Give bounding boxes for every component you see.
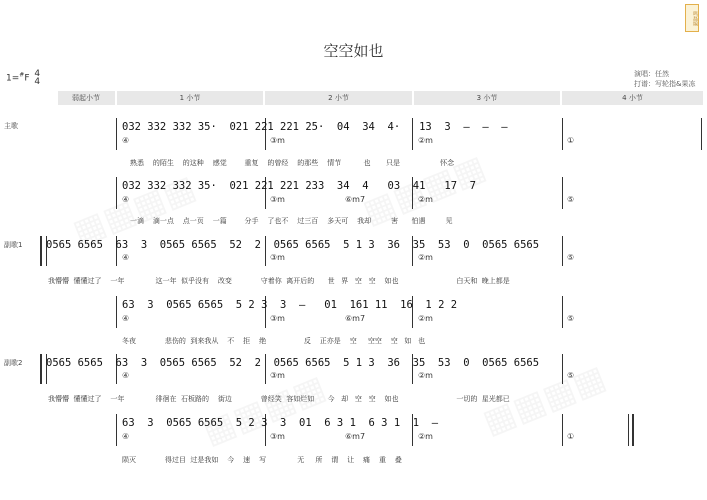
chord-symbol: ④ <box>122 432 130 441</box>
ts-bottom: 4 <box>34 77 41 87</box>
chord-symbol: ④ <box>122 253 130 262</box>
notation-line: 032 332 332 35· 021 221 221 25· 04 34 4· 13 3 — — — <box>122 121 508 133</box>
section-label-verse: 主歌 <box>4 122 18 130</box>
chord-symbol: ②m <box>418 432 433 441</box>
notation-line: 032 332 332 35· 021 221 221 233 34 4 03 41 17 7 <box>122 180 477 192</box>
section-label-chorus2: 副歌2 <box>4 359 23 367</box>
barline <box>116 177 117 209</box>
barline <box>562 118 563 150</box>
chord-symbol: ⑥m7 <box>345 314 366 323</box>
chord-symbol: ⑤ <box>567 314 575 323</box>
key-signature <box>6 70 40 86</box>
key-note: F <box>24 73 30 84</box>
notation-line: 63 3 0565 6565 5 2 3 3 — 01 161 11 16 1 2 2 <box>122 299 458 311</box>
chord-symbol: ⑤ <box>567 195 575 204</box>
notation-line: 0565 6565 63 3 0565 6565 52 2 0565 6565 5 1 3 36 35 53 0 0565 6565 <box>46 357 540 369</box>
chord-symbol: ④ <box>122 371 130 380</box>
bar-header-1: 1 小节 <box>179 94 201 102</box>
chord-symbol: ⑤ <box>567 371 575 380</box>
credits <box>634 69 695 89</box>
barline <box>562 177 563 209</box>
barline <box>116 118 117 150</box>
singer-credit: 演唱：任然 <box>634 70 669 78</box>
lyrics-line: 我懵懵 懂懂过了 一年 这一年 似乎没有 改变 守着你 离开后的 世 界 空 空 如也 白天和 晚上都是 <box>48 277 510 285</box>
key-eq: = <box>11 73 20 84</box>
chord-symbol: ②m <box>418 195 433 204</box>
chord-symbol: ④ <box>122 195 130 204</box>
bar-header-strip <box>58 91 703 105</box>
chord-symbol: ②m <box>418 253 433 262</box>
chord-symbol: ③m <box>270 371 285 380</box>
chord-symbol: ③m <box>270 195 285 204</box>
barline <box>701 118 702 150</box>
barline <box>562 236 563 266</box>
key-tonic: 1 <box>6 73 12 84</box>
chord-symbol: ③m <box>270 253 285 262</box>
lyrics-line: 一滴 滴一点 点一页 一篇 分手 了也不 过三百 多天可 我却 害 怕遇 见 <box>130 217 453 225</box>
lyrics-line: 陨灭 得过目 过是我如 今 速 写 无 所 谓 让 痛 重 叠 <box>122 456 402 464</box>
section-label-chorus1: 副歌1 <box>4 241 23 249</box>
chord-symbol: ③m <box>270 314 285 323</box>
barline <box>562 414 563 446</box>
notation-line: 0565 6565 63 3 0565 6565 52 2 0565 6565 5 1 3 36 35 53 0 0565 6565 <box>46 239 540 251</box>
chord-symbol: ① <box>567 136 575 145</box>
ts-top: 4 <box>34 69 41 79</box>
arranger-credit: 打谱：写轮指&果冻 <box>634 80 696 88</box>
bar-header-2: 2 小节 <box>328 94 349 102</box>
chord-symbol: ⑥m7 <box>345 195 366 204</box>
barline <box>116 296 117 328</box>
lyrics-line: 熟悉 的陌生 的这种 感觉 重复 的曾经 的那些 情节 也 只是 怀念 <box>130 159 455 167</box>
barline <box>562 354 563 384</box>
chord-symbol: ④ <box>122 314 130 323</box>
chord-symbol: ④ <box>122 136 130 145</box>
chord-symbol: ③m <box>270 432 285 441</box>
time-signature <box>34 70 40 86</box>
chord-symbol: ②m <box>418 314 433 323</box>
chord-symbol: ③m <box>270 136 285 145</box>
final-barline <box>628 414 634 446</box>
author-stamp: 鸣磊编 <box>685 4 699 32</box>
bar-header-3: 3 小节 <box>476 94 498 102</box>
song-title: 空空如也 <box>323 42 384 60</box>
chord-symbol: ① <box>567 432 575 441</box>
chord-symbol: ②m <box>418 136 433 145</box>
chord-symbol: ②m <box>418 371 433 380</box>
barline <box>116 414 117 446</box>
bar-header-pickup: 弱起小节 <box>72 94 100 102</box>
lyrics-line: 我懵懵 懂懂过了 一年 徘徊在 石板路的 街边 曾经笑 容如烂如 今 却 空 空 如也 一切的 星光都已 <box>48 395 510 403</box>
barline <box>562 296 563 328</box>
key-sharp: # <box>19 71 25 79</box>
chord-symbol: ⑥m7 <box>345 432 366 441</box>
bar-header-4: 4 小节 <box>622 94 643 102</box>
chord-symbol: ⑤ <box>567 253 575 262</box>
notation-line: 63 3 0565 6565 5 2 3 3 01 6 3 1 6 3 1 1 — <box>122 417 439 429</box>
lyrics-line: 冬夜 悲伤的 到来我从 不 拒 绝 反 正亦是 空 空空 空 如 也 <box>122 337 426 345</box>
